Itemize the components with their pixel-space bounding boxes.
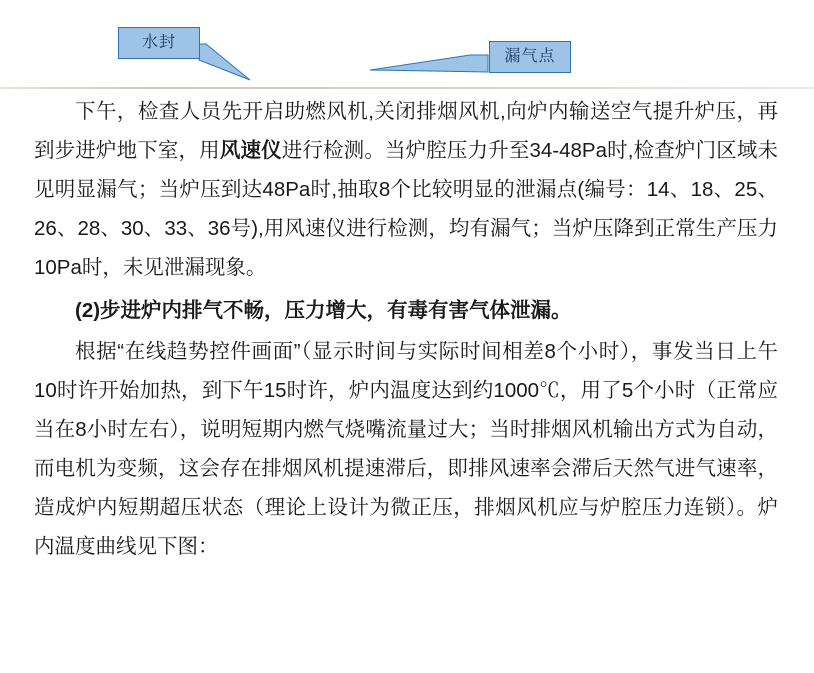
document-body: [0, 92, 814, 568]
paragraph-temperature-curve: 根据“在线趋势控件画面”（显示时间与实际时间相差8个小时），事发当日上午10时许开始加热，到下午15时许，炉内温度达到约1000℃，用了5个小时（正常应当在8小时左右），说明短期内燃气烧嘴流量过大；当时排烟风机输出方式为自动，而电机为变频，这会存在排烟风机提速滞后，即排风速率会滞后天然气进气速率，造成炉内短期超压状态（理论上设计为微正压，排烟风机应与炉腔压力连锁）。炉内温度曲线见下图：: [34, 340, 778, 558]
paragraph-1-part-3: 进行检测。当炉腔压力升至34-48Pa时,检查炉门区域未见明显漏气；当炉压到达48Pa时,抽取8个比较明显的泄漏点(编号：14、18、25、26、28、30、33、36号),用风速仪进行检测，均有漏气；当炉压降到正常生产压力10Pa时，未见泄漏现象。: [34, 139, 779, 279]
callout-water-seal: [118, 27, 200, 59]
horizontal-divider: [0, 87, 814, 89]
paragraph-1-part-1: 下午，检查人员先开启助燃风机,关闭排烟风机,向炉内输送空气提升炉压，再到步进炉地下室，用: [34, 100, 778, 162]
paragraph-heading-exhaust-issue: (2)步进炉内排气不畅，压力增大，有毒有害气体泄漏。: [75, 299, 572, 322]
callout-gas-leak-point-label: 漏气点: [504, 48, 556, 65]
callout-water-seal-label: 水封: [141, 34, 176, 51]
paragraph-1-emphasis-anemometer: 风速仪: [219, 139, 282, 162]
callout-gas-leak-point: [489, 41, 571, 73]
figure-callouts: [0, 0, 814, 88]
paragraph-inspection-afternoon: [34, 92, 778, 287]
